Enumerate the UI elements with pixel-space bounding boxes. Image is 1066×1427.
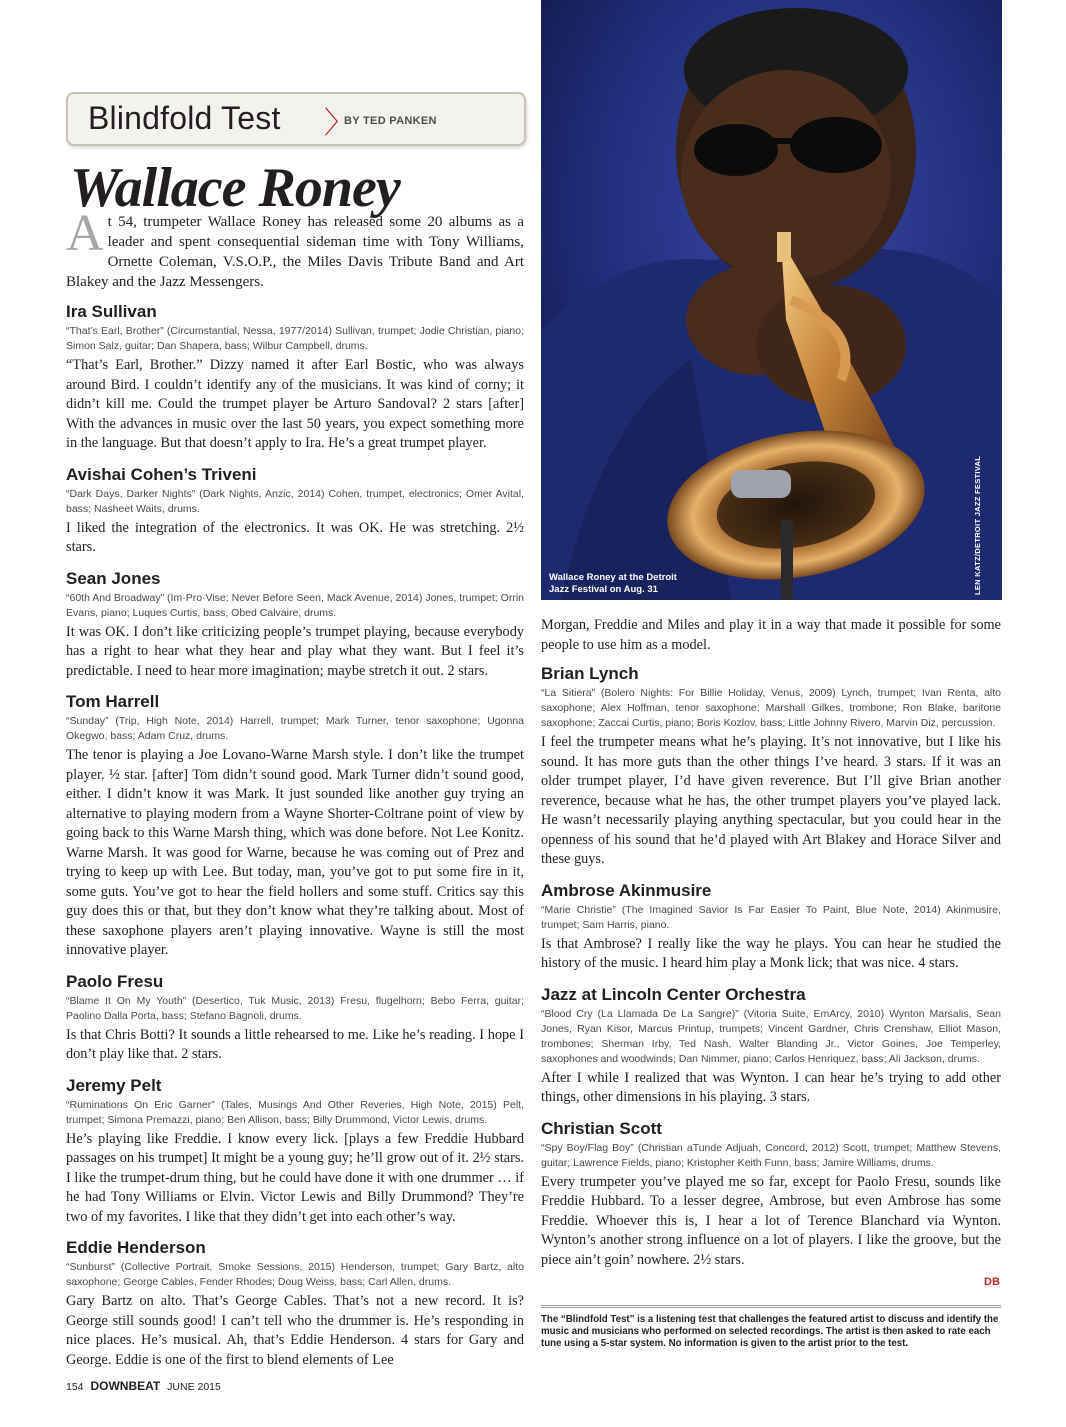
article-title: Wallace Roney [70, 157, 400, 219]
review-ira-sullivan [66, 302, 524, 454]
end-mark: DB [984, 1276, 1000, 1288]
intro-paragraph [66, 205, 524, 292]
intro-text: t 54, trumpeter Wallace Roney has released some 20 albums as a leader and spent consequential sideman time with Tony Williams, Ornette Coleman, V.S.O.P., the Miles Davis Tribute Band and Art Blakey and the Jazz Messengers. [66, 214, 524, 290]
photo-caption: Wallace Roney at the Detroit Jazz Festival on Aug. 31 [549, 572, 677, 595]
footnote: The “Blindfold Test” is a listening test that challenges the featured artist to discuss and identify the music and musicians who performed on selected recordings. The artist is then asked to rate each tune using a 5-star system. No information is given to the artist prior to the test. [541, 1314, 999, 1349]
review-jalc-orchestra [541, 985, 1001, 1108]
review-tom-harrell [66, 692, 524, 961]
review-brian-lynch [541, 664, 1001, 870]
trumpeter-illustration [541, 0, 1002, 600]
page-folio [66, 1379, 221, 1393]
section-title: Blindfold Test [88, 100, 281, 136]
review-artist: Paolo Fresu [66, 971, 164, 991]
recording-credits: “Blood Cry (La Llamada De La Sangre)” (Vitoria Suite, EmArcy, 2010) Wynton Marsalis, Sean Jones, Ryan Kisor, Marcus Printup, trumpets; Vincent Gardner, Chris Crenshaw, Elliot Mason, trombones; Sherman Irby, Ted Nash, Walter Blanding Jr., Victor Goines, Joe Temperley, saxophones and woodwinds; Dan Nimmer, piano; Carlos Henriquez, bass; Ali Jackson, drums. [541, 1007, 1001, 1065]
review-artist: Eddie Henderson [66, 1238, 206, 1257]
review-text: “That’s Earl, Brother.” Dizzy named it after Earl Bostic, who was always around Bird. I couldn’t identify any of the musicians. It was kind of corny; it didn’t kill me. Could the trumpet player be Arturo Sandoval? 2 stars [after] With the advances in music over the last 50 years, you expect something more in the language. But that doesn’t apply to Ira. He’s a great trumpet player. [66, 357, 524, 451]
review-artist: Ambrose Akinmusire [541, 880, 712, 900]
review-sean-jones [66, 569, 524, 682]
review-paolo-fresu [66, 972, 524, 1065]
review-artist: Brian Lynch [541, 664, 639, 683]
review-text: After I while I realized that was Wynton. I can hear he’s trying to add other things, other dimensions in his playing. 3 stars. [541, 1069, 1001, 1105]
review-text: He’s playing like Freddie. I know every lick. [plays a few Freddie Hubbard passages on his trumpet] It might be a young guy; he’ll grow out of it. 2½ stars. I like the trumpet-drum thing, but he could have done it with one drummer … if he had Tony Williams or Elvin. Victor Lewis and Billy Drummond? They’re two of my favorites. I like that they didn’t get into each other’s way. [66, 1130, 524, 1225]
review-ambrose-akinmusire [541, 881, 1001, 974]
review-artist: Jazz at Lincoln Center Orchestra [541, 984, 806, 1004]
recording-credits: “La Sitiera” (Bolero Nights: For Billie Holiday, Venus, 2009) Lynch, trumpet; Ivan Renta, alto saxophone; Alex Hoffman, tenor saxophone; Marshall Gilkes, trombone; Ron Blake, baritone saxophone; Zaccai Curtis, piano; Boris Kozlov, bass; Little Johnny Rivero, Marvin Diz, percussion. [541, 687, 1001, 729]
review-avishai-cohen [66, 465, 524, 558]
review-artist: Ira Sullivan [66, 302, 157, 321]
review-artist: Avishai Cohen’s Triveni [66, 464, 257, 484]
recording-credits: “Marie Christie” (The Imagined Savior Is Far Easier To Paint, Blue Note, 2014) Akinmusire, trumpet; Sam Harris, piano. [541, 903, 1001, 931]
review-text: Gary Bartz on alto. That’s George Cables. That’s not a new record. It is? George still sounds good! I can’t tell who the drummer is. He’s responding in nice places. He’s musical. Ah, that’s Eddie Henderson. 4 stars for Gary and George. Eddie is one of the first to blend elements of Lee [66, 1293, 524, 1368]
magazine-name: DOWNBEAT [90, 1379, 161, 1393]
review-eddie-henderson [66, 1238, 524, 1370]
footnote-divider [541, 1305, 1001, 1308]
chevron-right-icon: 〉 [324, 107, 354, 140]
recording-credits: “60th And Broadway” (Im·Pro·Vise: Never Before Seen, Mack Avenue, 2014) Jones, trumpet; Orrin Evans, piano; Luques Curtis, bass; Obed Calvaire, drums. [66, 591, 524, 619]
recording-credits: “Dark Days, Darker Nights” (Dark Nights, Anzic, 2014) Cohen, trumpet, electronics; Omer Avital, bass; Nasheet Waits, drums. [66, 487, 524, 515]
review-text: Every trumpeter you’ve played me so far, except for Paolo Fresu, sounds like Freddie Hubbard. To a lesser degree, Ambrose, but even Ambrose has some Freddie. Whoever this is, I hear a lot of Terence Blanchard via Wynton. Wynton’s another strong influence on a lot of players. I like the groove, but the piece ain’t goin’ nowhere. 2½ stars. [541, 1173, 1001, 1268]
review-text: The tenor is playing a Joe Lovano-Warne Marsh style. I don’t like the trumpet player. ½ star. [after] Tom didn’t sound good. Mark Turner didn’t sound good, either. I didn’t know it was Mark. It just sounded like another guy trying an alternative to playing modern from a Wayne Shorter-Coltrane point of view by going back to this Warne Marsh thing, which was done before. Not Lee Konitz. Warne Marsh. It was good for Warne, because he was coming out of Prez and trying to keep up with Lee. But today, man, you’ve got to put some fire in it, some guts. You’ve got to hear the field hollers and some stuff. Critics say this guy does this or that, but they don’t know what they’re talking about. Most of these saxophone players aren’t playing innovative. Wayne is still the most innovative player. [66, 747, 524, 958]
recording-credits: “Sunday” (Trip, High Note, 2014) Harrell, trumpet; Mark Turner, tenor saxophone; Ugonna Okegwo, bass; Adam Cruz, drums. [66, 715, 524, 742]
review-text: I liked the integration of the electronics. It was OK. He was stretching. 2½ stars. [66, 519, 524, 555]
review-artist: Sean Jones [66, 568, 161, 588]
review-text: I feel the trumpeter means what he’s playing. It’s not innovative, but I like his sound. It has more guts than the other things I’ve heard. 3 stars. If it was an older trumpet player, I’d have given reverence. But I’ll give Brian another reverence, because what he has, the other trumpet players you’ve played lack. He wasn’t necessarily playing anything spectacular, but you could hear in the openness of his sound that he’d played with Art Blakey and Horace Silver and these guys. [541, 734, 1001, 867]
review-christian-scott [541, 1119, 1001, 1271]
drop-cap: A [66, 205, 104, 262]
byline: BY TED PANKEN [344, 115, 437, 127]
review-text: It was OK. I don’t like criticizing people’s trumpet playing, because everybody has a right to hear what they hear and play what they want. But I feel it’s predictable. I need to hear more imagination; maybe stretch it out. 2 stars. [66, 623, 524, 679]
review-artist: Christian Scott [541, 1118, 662, 1138]
review-text-continued: Morgan, Freddie and Miles and play it in a way that made it possible for some people to use him as a model. [541, 617, 1001, 653]
review-text: Is that Ambrose? I really like the way he plays. You can hear he studied the history of the music. I heard him play a Monk lick; that was nice. 4 stars. [541, 935, 1001, 971]
recording-credits: “Ruminations On Eric Garner” (Tales, Musings And Other Reveries, High Note, 2015) Pelt, trumpet; Simona Premazzi, piano; Ben Allison, bass; Billy Drummond, Victor Lewis, drums. [66, 1098, 524, 1126]
left-column [66, 302, 524, 1381]
right-column [541, 664, 1001, 1281]
review-artist: Jeremy Pelt [66, 1075, 162, 1095]
review-text: Is that Chris Botti? It sounds a little rehearsed to me. Like he’s reading. I hope I don’t play like that. 2 stars. [66, 1026, 524, 1062]
review-jeremy-pelt [66, 1076, 524, 1228]
recording-credits: “Spy Boy/Flag Boy” (Christian aTunde Adjuah, Concord, 2012) Scott, trumpet; Matthew Stevens, guitar; Lawrence Fields, piano; Kristopher Keith Funn, bass; Jamire Williams, drums. [541, 1141, 1001, 1169]
photo-credit: LEN KATZ/DETROIT JAZZ FESTIVAL [973, 455, 982, 595]
recording-credits: “Sunburst” (Collective Portrait, Smoke Sessions, 2015) Henderson, trumpet; Gary Bartz, alto saxophone; George Cables, Fender Rhodes; Doug Weiss, bass; Carl Allen, drums. [66, 1261, 524, 1288]
recording-credits: “That’s Earl, Brother” (Circumstantial, Nessa, 1977/2014) Sullivan, trumpet; Jodie Christian, piano; Simon Salz, guitar; Dan Shapera, bass; Wilbur Campbell, drums. [66, 325, 524, 352]
right-column-continuation [541, 616, 1001, 655]
artist-photo [541, 0, 1002, 600]
issue-date: JUNE 2015 [167, 1381, 221, 1393]
section-header [66, 92, 526, 146]
recording-credits: “Blame It On My Youth” (Desertico, Tuk Music, 2013) Fresu, flugelhorn; Bebo Ferra, guitar; Paolino Dalla Porta, bass; Stefano Bagnoli, drums. [66, 994, 524, 1022]
review-artist: Tom Harrell [66, 692, 160, 711]
page-number: 154 [66, 1381, 84, 1393]
